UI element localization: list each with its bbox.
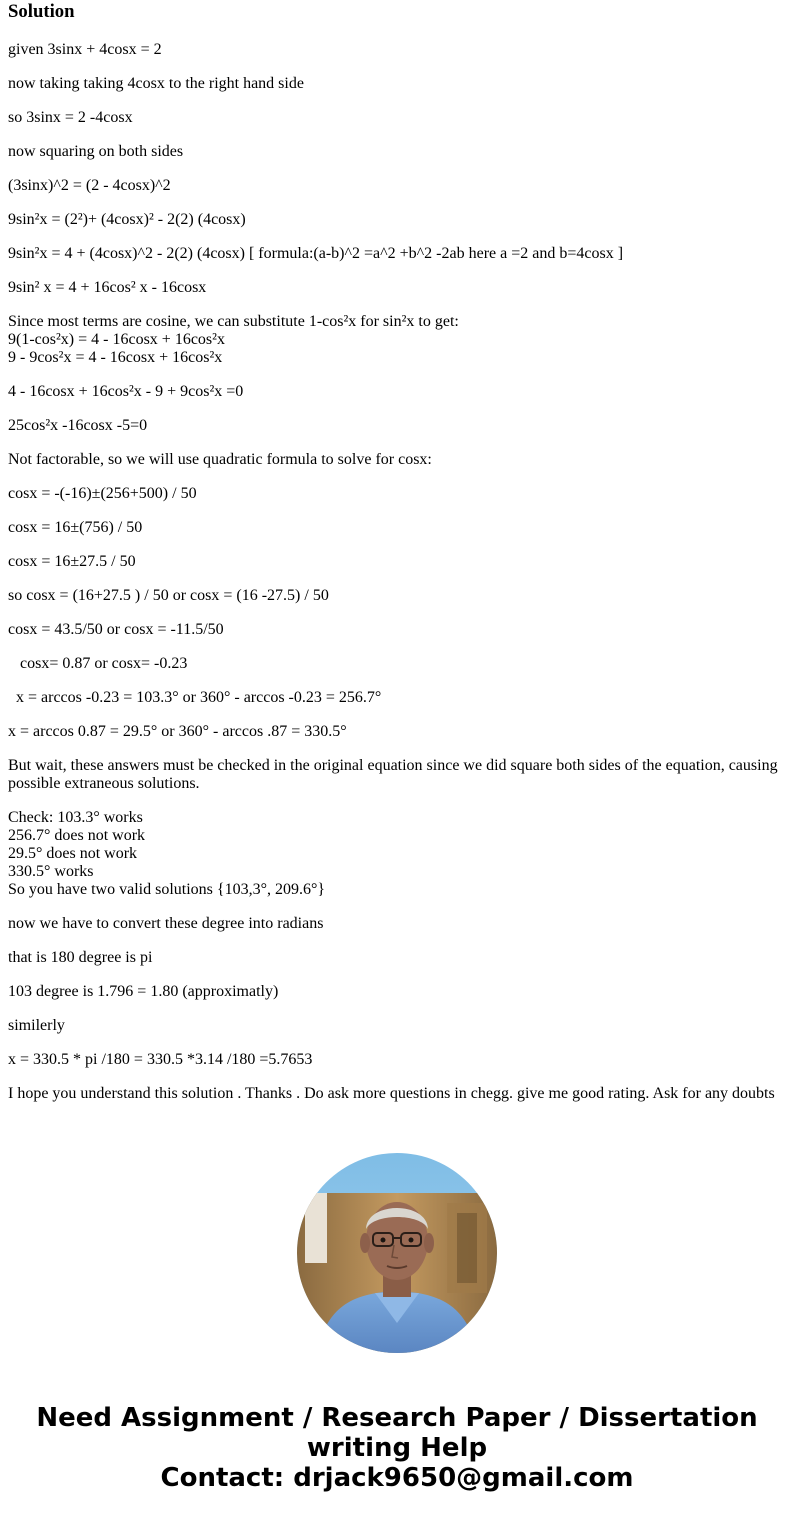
solution-line: similerly xyxy=(8,1017,65,1034)
solution-line: I hope you understand this solution . Thanks . Do ask more questions in chegg. give me good rating. Ask for any doubts xyxy=(8,1085,775,1102)
solution-line: 9sin²x = 4 + (4cosx)^2 - 2(2) (4cosx) [ formula:(a-b)^2 =a^2 +b^2 -2ab here a =2 and b=4cosx ] xyxy=(8,245,624,262)
solution-line: cosx = 43.5/50 or cosx = -11.5/50 xyxy=(8,621,224,638)
check-line: 256.7° does not work xyxy=(8,827,146,844)
check-line: So you have two valid solutions {103,3°, 209.6°} xyxy=(8,881,326,898)
solution-line: x = arccos -0.23 = 103.3° or 360° - arccos -0.23 = 256.7° xyxy=(8,689,382,706)
solution-line: 9sin² x = 4 + 16cos² x - 16cosx xyxy=(8,279,207,296)
substitution-block xyxy=(8,313,786,367)
solution-line: so 3sinx = 2 -4cosx xyxy=(8,109,133,126)
solution-line: 4 - 16cosx + 16cos²x - 9 + 9cos²x =0 xyxy=(8,383,244,400)
solution-line: that is 180 degree is pi xyxy=(8,949,153,966)
solution-line: 25cos²x -16cosx -5=0 xyxy=(8,417,148,434)
solution-line: x = arccos 0.87 = 29.5° or 360° - arccos .87 = 330.5° xyxy=(8,723,347,740)
solution-line: so cosx = (16+27.5 ) / 50 or cosx = (16 -27.5) / 50 xyxy=(8,587,329,604)
promo-line: writing Help xyxy=(306,1433,488,1463)
solution-line: cosx = -(-16)±(256+500) / 50 xyxy=(8,485,197,502)
solution-line: x = 330.5 * pi /180 = 330.5 *3.14 /180 =5.7653 xyxy=(8,1051,313,1068)
solution-line: 103 degree is 1.796 = 1.80 (approximatly) xyxy=(8,983,279,1000)
solution-line: given 3sinx + 4cosx = 2 xyxy=(8,41,162,58)
page-title: Solution xyxy=(8,1,75,22)
check-block xyxy=(8,809,786,899)
solution-line: Not factorable, so we will use quadratic formula to solve for cosx: xyxy=(8,451,432,468)
author-avatar xyxy=(297,1153,497,1353)
promo-banner xyxy=(0,1403,794,1493)
substitution-step: 9(1-cos²x) = 4 - 16cosx + 16cos²x xyxy=(8,331,225,348)
solution-line: 9sin²x = (2²)+ (4cosx)² - 2(2) (4cosx) xyxy=(8,211,246,228)
solution-line: (3sinx)^2 = (2 - 4cosx)^2 xyxy=(8,177,171,194)
check-line: Check: 103.3° works xyxy=(8,809,143,826)
substitution-step: 9 - 9cos²x = 4 - 16cosx + 16cos²x xyxy=(8,349,223,366)
check-line: 330.5° works xyxy=(8,863,94,880)
solution-line: now we have to convert these degree into radians xyxy=(8,915,324,932)
solution-line: cosx = 16±27.5 / 50 xyxy=(8,553,136,570)
author-photo-icon xyxy=(297,1153,497,1353)
substitution-intro: Since most terms are cosine, we can substitute 1-cos²x for sin²x to get: xyxy=(8,313,459,330)
promo-line: Need Assignment / Research Paper / Dissertation xyxy=(36,1403,758,1433)
solution-line: cosx = 16±(756) / 50 xyxy=(8,519,143,536)
solution-line: But wait, these answers must be checked in the original equation since we did square both sides of the equation, causing possible extraneous solutions. xyxy=(8,757,782,792)
check-line: 29.5° does not work xyxy=(8,845,138,862)
solution-line: now squaring on both sides xyxy=(8,143,184,160)
promo-contact: Contact: drjack9650@gmail.com xyxy=(160,1463,634,1493)
solution-line: now taking taking 4cosx to the right hand side xyxy=(8,75,304,92)
solution-line: cosx= 0.87 or cosx= -0.23 xyxy=(8,655,188,672)
